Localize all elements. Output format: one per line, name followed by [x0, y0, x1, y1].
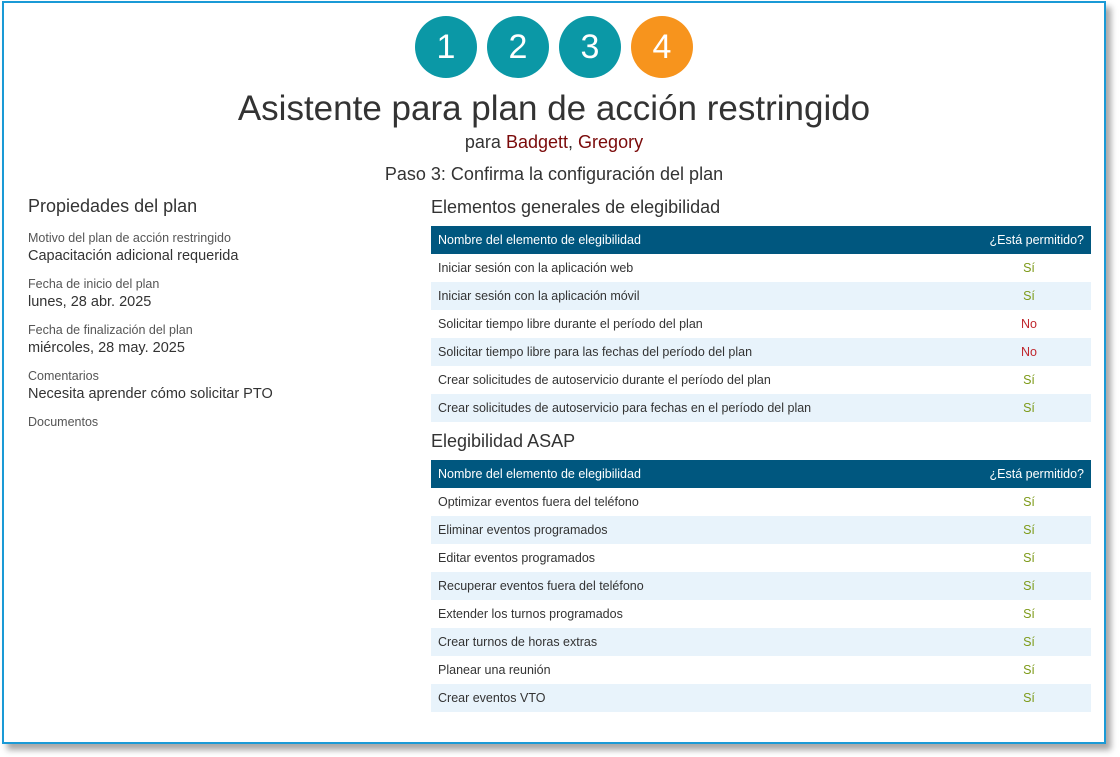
table-row: [431, 254, 1091, 282]
eligibility-item-name: Eliminar eventos programados: [431, 516, 967, 544]
step-4[interactable]: 4: [631, 16, 693, 78]
step-1[interactable]: 1: [415, 16, 477, 78]
end-date-value: miércoles, 28 may. 2025: [28, 340, 185, 356]
eligibility-item-name: Optimizar eventos fuera del teléfono: [438, 495, 639, 509]
table-row: [431, 684, 1091, 712]
documents-label: Documentos: [28, 415, 99, 429]
eligibility-allowed-value: Sí: [967, 628, 1091, 656]
employee-last-name-link[interactable]: Badgett: [505, 132, 569, 152]
eligibility-item-name: Editar eventos programados: [438, 551, 596, 565]
step-2[interactable]: 2: [487, 16, 549, 78]
eligibility-item-name: Iniciar sesión con la aplicación móvil: [431, 282, 967, 310]
column-header-name: Nombre del elemento de elegibilidad: [431, 460, 967, 488]
general-eligibility-heading: Elementos generales de elegibilidad: [431, 197, 721, 217]
column-header-allowed: ¿Está permitido?: [967, 226, 1091, 254]
step-indicator: [4, 16, 1104, 78]
eligibility-allowed-value: No: [967, 338, 1091, 366]
step-name: Paso 3: Confirma la configuración del plan: [384, 164, 724, 184]
eligibility-item-name: Crear solicitudes de autoservicio para fechas en el período del plan: [431, 394, 967, 422]
page-title: Asistente para plan de acción restringido: [237, 89, 871, 128]
properties-heading: Propiedades del plan: [28, 196, 198, 216]
table-row: [431, 600, 1091, 628]
eligibility-item-name: Crear solicitudes de autoservicio durante el período del plan: [438, 373, 771, 387]
table-row: [431, 488, 1091, 516]
eligibility-allowed-value: Sí: [967, 282, 1091, 310]
eligibility-panel: [431, 196, 1091, 712]
end-date-label: Fecha de finalización del plan: [28, 323, 193, 337]
table-header-row: [431, 226, 1091, 254]
table-row: [431, 282, 1091, 310]
column-header-name: Nombre del elemento de elegibilidad: [431, 226, 967, 254]
eligibility-allowed-value: Sí: [1023, 607, 1035, 621]
table-row: [431, 544, 1091, 572]
eligibility-item-name: Recuperar eventos fuera del teléfono: [431, 572, 967, 600]
employee-first-name-link[interactable]: Gregory: [578, 132, 644, 152]
asap-eligibility-heading: Elegibilidad ASAP: [431, 431, 576, 451]
general-eligibility-table: [431, 226, 1091, 422]
eligibility-allowed-value: Sí: [1023, 261, 1035, 275]
table-row: [431, 572, 1091, 600]
table-row: [431, 338, 1091, 366]
wizard-window: [2, 1, 1106, 744]
eligibility-allowed-value: No: [1021, 317, 1037, 331]
table-row: [431, 656, 1091, 684]
eligibility-allowed-value: Sí: [967, 516, 1091, 544]
table-row: [431, 366, 1091, 394]
asap-eligibility-table: [431, 460, 1091, 712]
column-header-allowed: ¿Está permitido?: [967, 460, 1091, 488]
start-date-value: lunes, 28 abr. 2025: [28, 294, 152, 310]
comments-value: Necesita aprender cómo solicitar PTO: [28, 386, 273, 402]
table-row: [431, 310, 1091, 338]
eligibility-item-name: Crear turnos de horas extras: [431, 628, 967, 656]
plan-properties: [28, 196, 398, 432]
eligibility-item-name: Solicitar tiempo libre para las fechas del período del plan: [431, 338, 967, 366]
eligibility-allowed-value: Sí: [1023, 663, 1035, 677]
eligibility-allowed-value: Sí: [1023, 551, 1035, 565]
employee-line: [4, 132, 1104, 153]
eligibility-allowed-value: Sí: [967, 572, 1091, 600]
reason-value: Capacitación adicional requerida: [28, 248, 239, 264]
table-row: [431, 516, 1091, 544]
eligibility-item-name: Extender los turnos programados: [438, 607, 623, 621]
comments-label: Comentarios: [28, 369, 99, 383]
start-date-label: Fecha de inicio del plan: [28, 277, 160, 291]
eligibility-allowed-value: Sí: [1023, 373, 1035, 387]
table-row: [431, 394, 1091, 422]
eligibility-allowed-value: Sí: [1023, 495, 1035, 509]
table-header-row: [431, 460, 1091, 488]
for-prefix: para: [464, 132, 501, 152]
eligibility-allowed-value: Sí: [967, 394, 1091, 422]
eligibility-allowed-value: Sí: [967, 684, 1091, 712]
eligibility-item-name: Crear eventos VTO: [431, 684, 967, 712]
table-row: [431, 628, 1091, 656]
eligibility-item-name: Iniciar sesión con la aplicación web: [438, 261, 634, 275]
step-3[interactable]: 3: [559, 16, 621, 78]
eligibility-item-name: Solicitar tiempo libre durante el período del plan: [438, 317, 703, 331]
reason-label: Motivo del plan de acción restringido: [28, 231, 231, 245]
employee-name-separator: ,: [568, 132, 574, 152]
eligibility-item-name: Planear una reunión: [438, 663, 551, 677]
